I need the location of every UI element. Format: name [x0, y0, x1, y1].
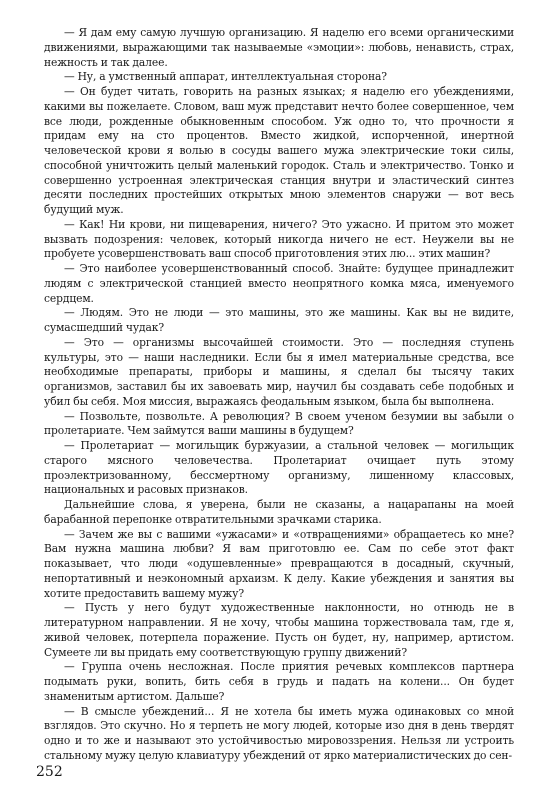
paragraph-7: — Это — организмы высочайшей стоимости. Это — последняя ступень культуры, это — наши наследники. Если бы я имел материальные средства, все необходимые препараты, приборы и машины, я сделал бы тысячу таких организмов, заставил бы их завоевать мир, научил бы создавать себе подобных и убил бы себя. Моя миссия, выражаясь феодальным языком, была бы выполнена.	[44, 335, 514, 408]
paragraph-4: — Как! Ни крови, ни пищеварения, ничего? Это ужасно. И притом это может вызвать подозрения: человек, который никогда ничего не ест. Неужели вы не пробуете усовершенствовать ваш способ приготовления этих лю... этих машин?	[44, 217, 514, 261]
paragraph-9: — Пролетариат — могильщик буржуазии, а стальной человек — могильщик старого мясного человечества. Пролетариат очищает путь этому проэлектризованному, бессмертному организму, лишенному классовых, национальных и расовых признаков.	[44, 439, 514, 497]
paragraph-2: — Ну, а умственный аппарат, интеллектуальная сторона?	[64, 70, 387, 84]
paragraph-3: — Он будет читать, говорить на разных языках; я наделю его убеждениями, какими вы пожелаете. Словом, ваш муж представит нечто более совершенное, чем все люди, рожденные обыкновенным способом. Уж одно то, что прочности я придам ему на сто процентов. Вместо жидкой, испорченной, инертной человеческой крови я волью в сосуды вашего мужа электрические токи силы, способной уничтожить целый маленький городок. Сталь и электричество. Тонко и совершенно устроенная электрическая станция внутри и эластический синтез десяти последних простейших открытых мною элементов снаружи — вот весь будущий муж.	[44, 85, 514, 216]
paragraph-5: — Это наиболее усовершенствованный способ. Знайте: будущее принадлежит людям с электрической станцией вместо неопрятного комка мяса, именуемого сердцем.	[44, 262, 514, 305]
paragraph-11: — Зачем же вы с вашими «ужасами» и «отвращениями» обращаетесь ко мне? Вам нужна машина любви? Я вам приготовлю ее. Сам по себе этот факт показывает, что люди «одушевленные» превращаются в досадный, скучный, непортативный и неэкономный архаизм. К делу. Какие убеждения и занятия вы хотите предоставить вашему мужу?	[44, 527, 514, 600]
paragraph-10: Дальнейшие слова, я уверена, были не сказаны, а нацарапаны на моей барабанной перепонке отвратительными зрачками старика.	[44, 498, 514, 526]
paragraph-1: — Я дам ему самую лучшую организацию. Я наделю его всеми органическими движениями, выражающими так называемые «эмоции»: любовь, ненависть, страх, нежность и так далее.	[44, 26, 514, 69]
page-number: 252	[36, 764, 63, 780]
page-text-block	[44, 26, 514, 762]
paragraph-12: — Пусть у него будут художественные наклонности, но отнюдь не в литературном направлении. Я не хочу, чтобы машина торжествовала там, где я, живой человек, потерпела поражение. Пусть он будет, ну, например, артистом. Сумеете ли вы придать ему соответствующую группу движений?	[44, 601, 514, 659]
paragraph-14: — В смысле убеждений... Я не хотела бы иметь мужа одинаковых со мной взглядов. Это скучно. Но я терпеть не могу людей, которые изо дня в день твердят одно и то же и называют это устойчивостью мировоззрения. Нельзя ли устроить стальному мужу целую клавиатуру убеждений от ярко материалистических до сен-	[44, 704, 514, 762]
paragraph-13: — Группа очень несложная. После приятия речевых комплексов партнера подымать руки, вопить, бить себя в грудь и падать на колени... Он будет знаменитым артистом. Дальше?	[44, 660, 514, 703]
paragraph-8: — Позвольте, позвольте. А революция? В своем ученом безумии вы забыли о пролетариате. Чем займутся ваши машины в будущем?	[44, 409, 514, 438]
paragraph-6: — Людям. Это не люди — это машины, это же машины. Как вы не видите, сумасшедший чудак?	[44, 306, 514, 334]
